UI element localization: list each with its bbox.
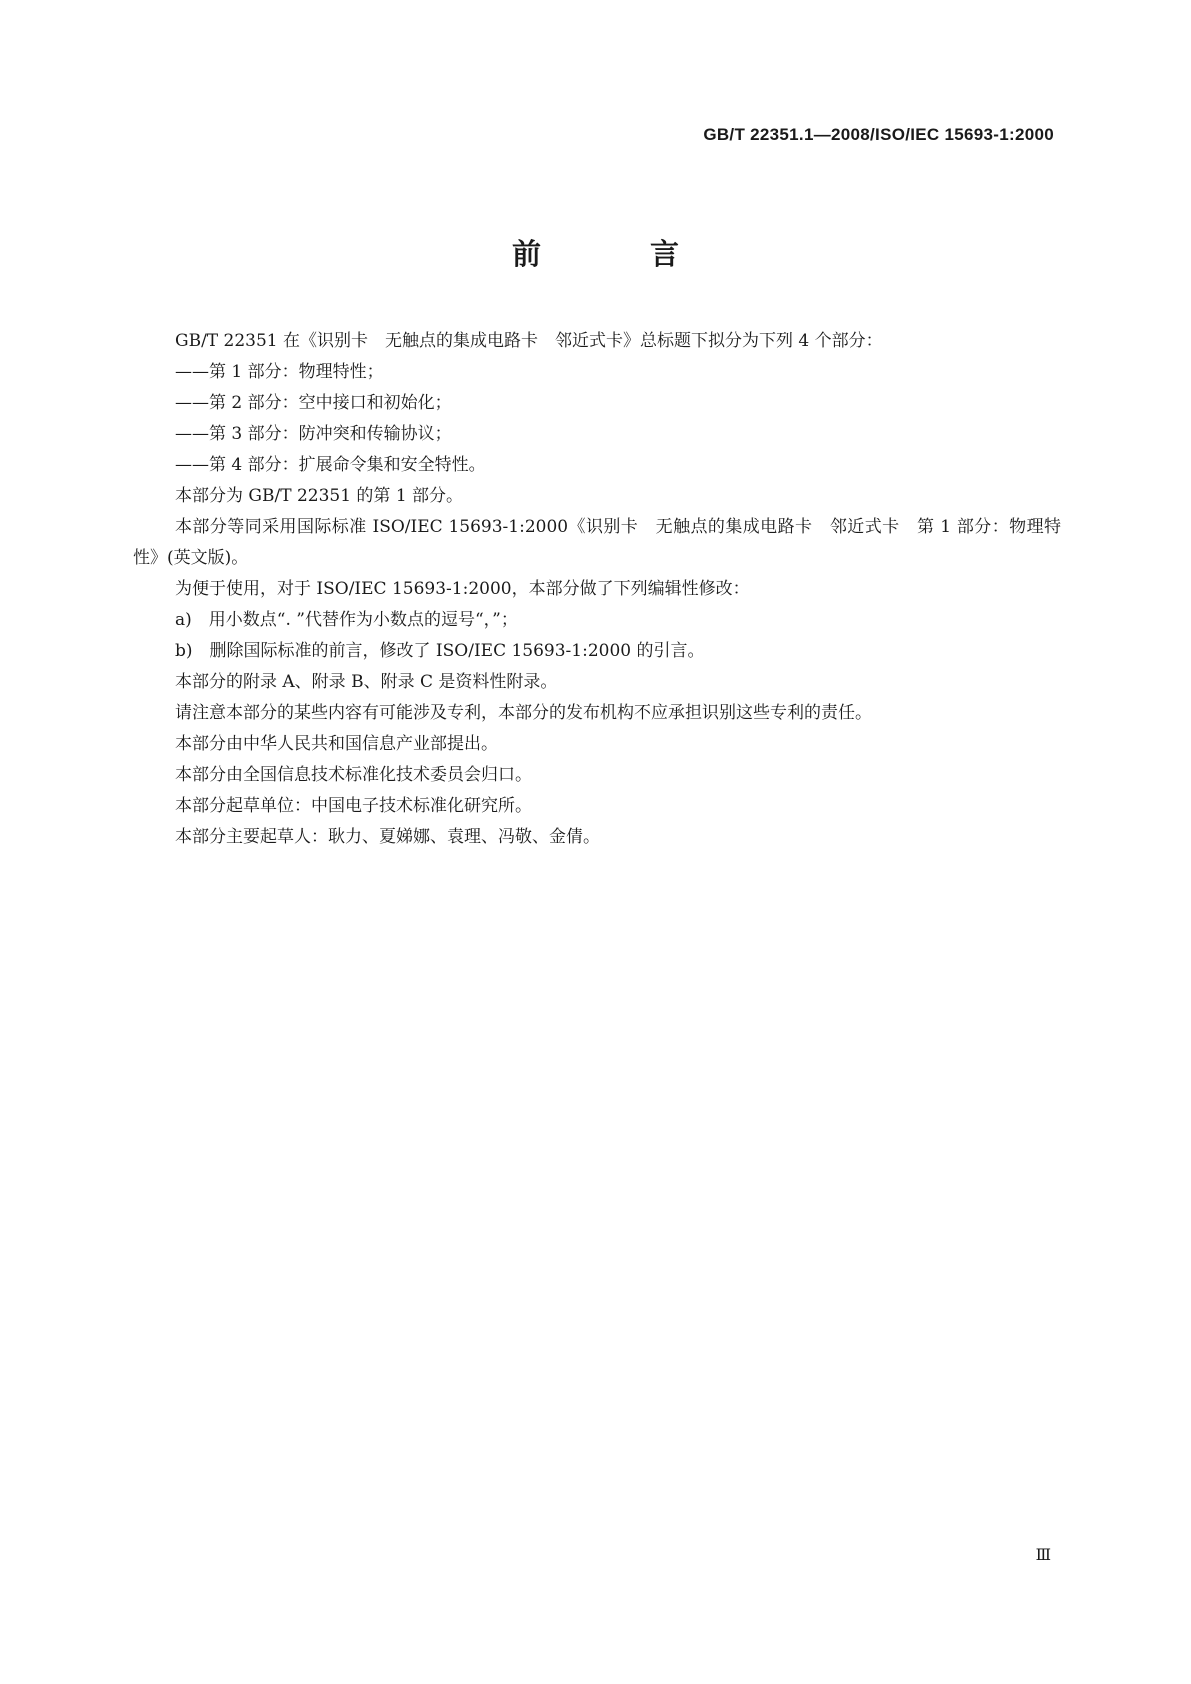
modification-item-a: a) 用小数点“. ”代替作为小数点的逗号“，”； — [175, 610, 518, 630]
committee-statement: 本部分由全国信息技术标准化技术委员会归口。 — [175, 765, 532, 785]
part-list-item: ——第 3 部分：防冲突和传输协议； — [175, 424, 452, 444]
proposer-statement: 本部分由中华人民共和国信息产业部提出。 — [175, 734, 498, 754]
drafters-statement: 本部分主要起草人：耿力、夏娣娜、袁理、冯敬、金倩。 — [175, 827, 600, 847]
part-list-item: ——第 4 部分：扩展命令集和安全特性。 — [175, 455, 486, 475]
foreword-body — [133, 326, 1061, 853]
drafting-unit-statement: 本部分起草单位：中国电子技术标准化研究所。 — [175, 796, 532, 816]
modification-intro: 为便于使用，对于 ISO/IEC 15693-1:2000，本部分做了下列编辑性修改： — [175, 579, 750, 599]
standard-number-header: GB/T 22351.1—2008/ISO/IEC 15693-1:2000 — [703, 125, 1054, 144]
modification-item-b: b) 删除国际标准的前言，修改了 ISO/IEC 15693-1:2000 的引言。 — [175, 641, 705, 661]
page-number: Ⅲ — [1035, 1545, 1051, 1564]
patent-notice: 请注意本部分的某些内容有可能涉及专利，本部分的发布机构不应承担识别这些专利的责任。 — [175, 703, 872, 723]
part-statement: 本部分为 GB/T 22351 的第 1 部分。 — [175, 486, 464, 506]
annex-statement: 本部分的附录 A、附录 B、附录 C 是资料性附录。 — [175, 672, 558, 692]
intro-paragraph: GB/T 22351 在《识别卡 无触点的集成电路卡 邻近式卡》总标题下拟分为下列 4 个部分： — [175, 331, 883, 351]
part-list-item: ——第 2 部分：空中接口和初始化； — [175, 393, 452, 413]
part-list-item: ——第 1 部分：物理特性； — [175, 362, 384, 382]
page-title: 前 言 — [511, 237, 719, 271]
adoption-statement: 本部分等同采用国际标准 ISO/IEC 15693-1:2000《识别卡 无触点的集成电路卡 邻近式卡 第 1 部分：物理特性》(英文版)。 — [133, 517, 1061, 568]
